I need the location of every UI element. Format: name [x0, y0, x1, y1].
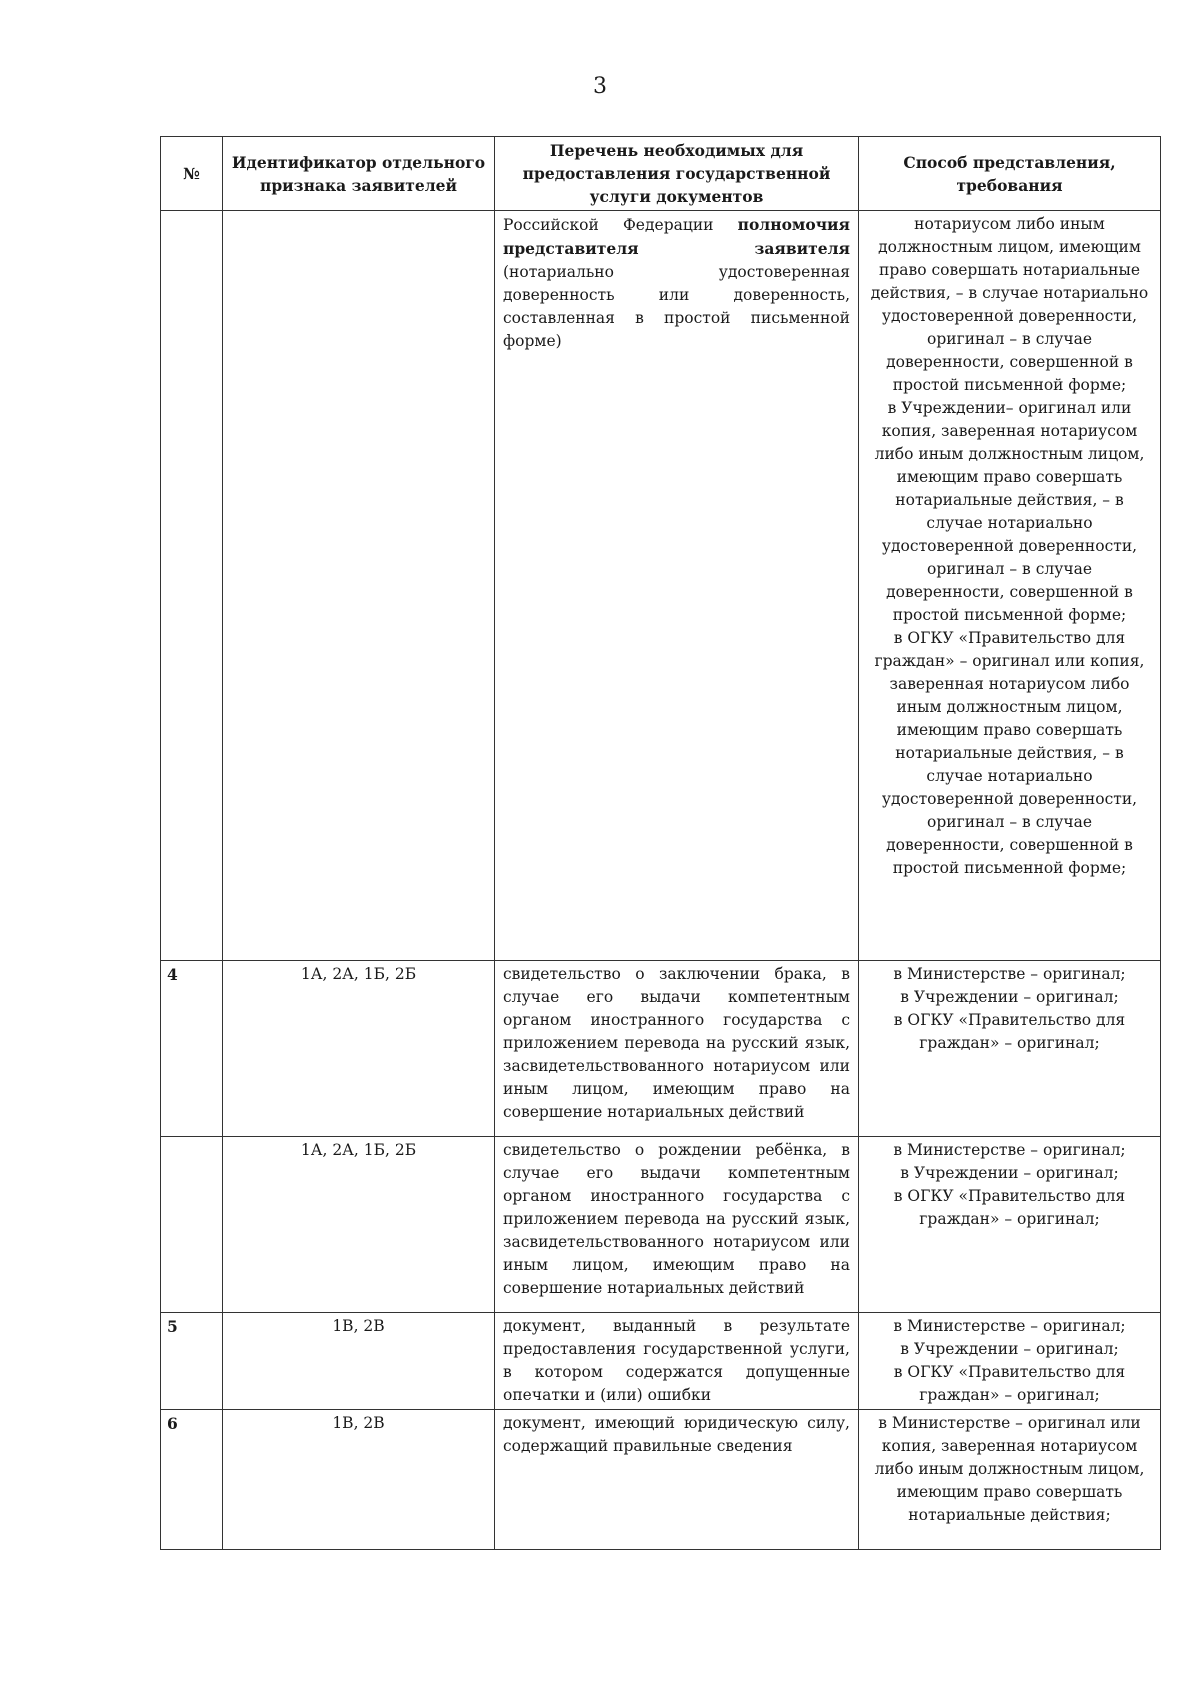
row-number: 5: [161, 1313, 223, 1410]
header-documents: Перечень необходимых для предоставления государственной услуги документов: [495, 137, 859, 211]
documents-text: Российской Федерации: [503, 216, 738, 234]
row-number: 4: [161, 961, 223, 1137]
row-number: 6: [161, 1410, 223, 1550]
method-line: в Учреждении – оригинал;: [900, 1340, 1119, 1358]
documents-table: [160, 136, 1161, 1550]
row-number: [161, 211, 223, 961]
header-identifier: Идентификатор отдельного признака заявителей: [223, 137, 495, 211]
row-method: [859, 1410, 1161, 1550]
table-header-row: [161, 137, 1161, 211]
method-line: нотариусом либо иным должностным лицом, имеющим право совершать нотариальные действия, – в случае нотариально удостоверенной доверенности, оригинал – в случае доверенности, совершенной в простой письменной форме;: [870, 215, 1149, 394]
documents-bold-text: полномочия представителя заявителя: [503, 215, 850, 258]
table-row: [161, 211, 1161, 961]
row-identifier: [223, 211, 495, 961]
method-line: в Министерстве – оригинал или копия, заверенная нотариусом либо иным должностным лицом, имеющим право совершать нотариальные действия;: [874, 1414, 1145, 1524]
method-line: в ОГКУ «Правительство для граждан» – оригинал;: [893, 1011, 1126, 1052]
page-number: 3: [593, 74, 607, 99]
method-line: в Учреждении – оригинал;: [900, 1164, 1119, 1182]
row-identifier: 1А, 2А, 1Б, 2Б: [223, 1137, 495, 1313]
method-line: в ОГКУ «Правительство для граждан» – оригинал;: [893, 1187, 1126, 1228]
table-row: [161, 961, 1161, 1137]
table-row: [161, 1410, 1161, 1550]
table-row: [161, 1313, 1161, 1410]
documents-text: (нотариально удостоверенная доверенность или доверенность, составленная в простой письменной форме): [503, 263, 850, 350]
method-line: в Министерстве – оригинал;: [893, 1141, 1126, 1159]
row-documents: свидетельство о рождении ребёнка, в случае его выдачи компетентным органом иностранного государства с приложением перевода на русский язык, засвидетельствованного нотариусом или иным лицом, имеющим право на совершение нотариальных действий: [495, 1137, 859, 1313]
row-documents: документ, выданный в результате предоставления государственной услуги, в котором содержатся допущенные опечатки и (или) ошибки: [495, 1313, 859, 1410]
method-line: в ОГКУ «Правительство для граждан» – оригинал;: [893, 1363, 1126, 1404]
row-identifier: 1А, 2А, 1Б, 2Б: [223, 961, 495, 1137]
header-method: Способ представления, требования: [859, 137, 1161, 211]
table-row: [161, 1137, 1161, 1313]
method-line: в Учреждении– оригинал или копия, заверенная нотариусом либо иным должностным лицом, имеющим право совершать нотариальные действия, – в случае нотариально удостоверенной доверенности, оригинал – в случае доверенности, совершенной в простой письменной форме;: [874, 399, 1145, 624]
method-line: в Министерстве – оригинал;: [893, 1317, 1126, 1335]
row-method: [859, 1313, 1161, 1410]
row-identifier: 1В, 2В: [223, 1313, 495, 1410]
method-line: в ОГКУ «Правительство для граждан» – оригинал или копия, заверенная нотариусом либо иным должностным лицом, имеющим право совершать нотариальные действия, – в случае нотариально удостоверенной доверенности, оригинал – в случае доверенности, совершенной в простой письменной форме;: [874, 629, 1145, 877]
method-line: в Министерстве – оригинал;: [893, 965, 1126, 983]
row-identifier: 1В, 2В: [223, 1410, 495, 1550]
row-number: [161, 1137, 223, 1313]
row-method: [859, 211, 1161, 961]
method-line: в Учреждении – оригинал;: [900, 988, 1119, 1006]
row-method: [859, 1137, 1161, 1313]
row-method: [859, 961, 1161, 1137]
row-documents: свидетельство о заключении брака, в случае его выдачи компетентным органом иностранного государства с приложением перевода на русский язык, засвидетельствованного нотариусом или иным лицом, имеющим право на совершение нотариальных действий: [495, 961, 859, 1137]
row-documents: [495, 211, 859, 961]
header-number: №: [161, 137, 223, 211]
row-documents: документ, имеющий юридическую силу, содержащий правильные сведения: [495, 1410, 859, 1550]
